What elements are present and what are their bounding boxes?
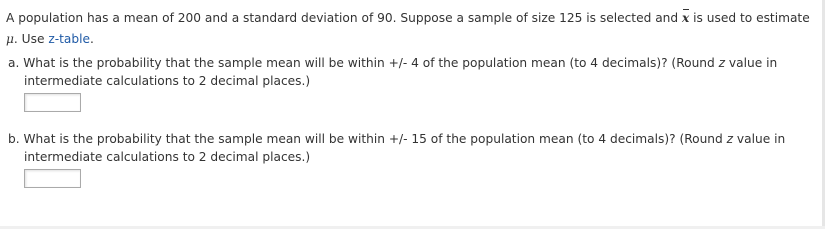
question-b [8, 130, 798, 166]
mu-symbol: μ [6, 32, 14, 46]
question-a-line2: intermediate calculations to 2 decimal places.) [24, 74, 311, 88]
question-a-z: z [718, 56, 726, 70]
answer-a-input[interactable] [24, 93, 81, 112]
x-bar-symbol: x [682, 8, 689, 29]
problem-statement [6, 8, 812, 50]
intro-text-4: . [89, 32, 94, 46]
bottom-frame-border [0, 226, 825, 229]
question-b-line1: b. What is the probability that the sample mean will be within +/- 15 of the population mean (to 4 decimals)? (Round [8, 132, 727, 146]
intro-text-1: A population has a mean of 200 and a standard deviation of 90. Suppose a sample of size 125 is selected and [6, 11, 683, 25]
question-a-line1: a. What is the probability that the sample mean will be within +/- 4 of the population mean (to 4 decimals)? (Round [8, 56, 719, 70]
intro-text-3: . Use [13, 32, 49, 46]
answer-b-input[interactable] [24, 169, 81, 188]
question-b-line1-end: value in [733, 132, 786, 146]
question-a-line1-end: value in [725, 56, 778, 70]
question-b-line2: intermediate calculations to 2 decimal places.) [24, 150, 311, 164]
intro-text-2: is used to estimate [689, 11, 810, 25]
question-b-z: z [726, 132, 734, 146]
z-table-link[interactable]: z-table [48, 32, 90, 46]
question-a [8, 54, 798, 90]
